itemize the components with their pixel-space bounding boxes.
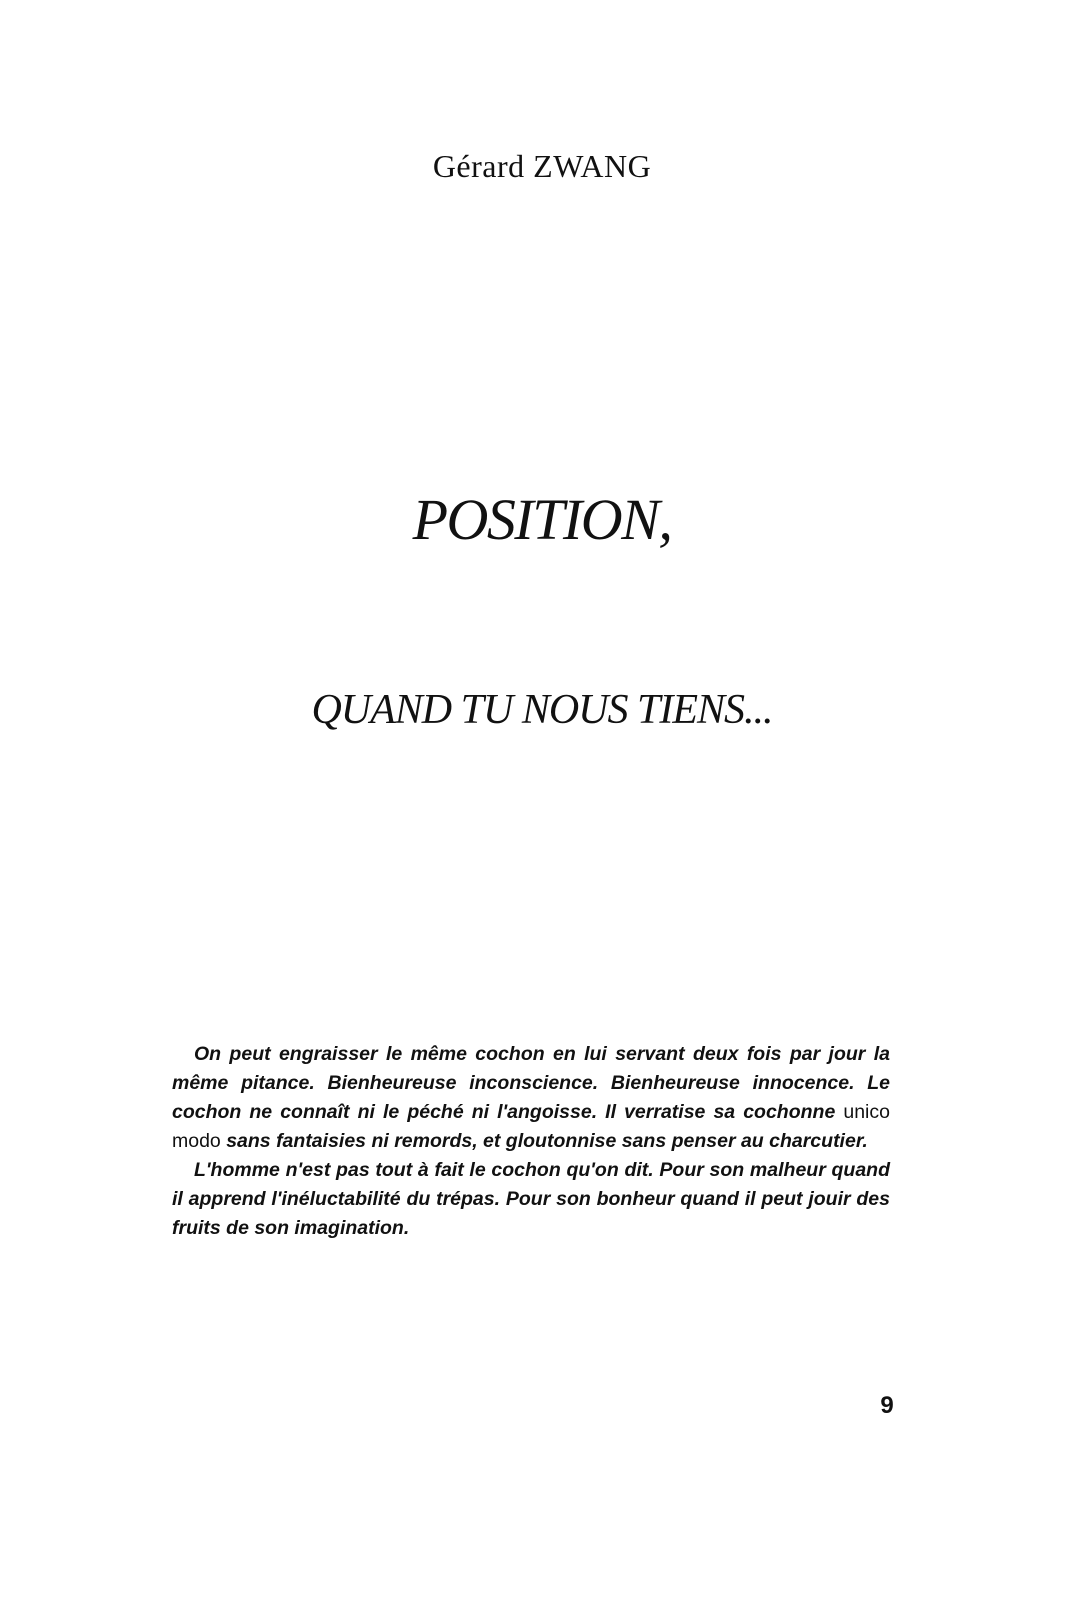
epigraph-p1-part1: On peut engraisser le même cochon en lui servant deux fois par jour la même pitance. Bienheureuse inconscience. Bienheureuse innocence. Le cochon ne connaît ni le péché ni l'angoisse. Il verratise sa cochonne — [172, 1043, 890, 1123]
epigraph-paragraph-2: L'homme n'est pas tout à fait le cochon qu'on dit. Pour son malheur quand il apprend l'inéluctabilité du trépas. Pour son bonheur quand il peut jouir des fruits de son imagination. — [172, 1159, 890, 1239]
chapter-title: POSITION, — [412, 487, 672, 552]
epigraph-p1-roman: unico modo — [172, 1101, 890, 1152]
epigraph — [172, 1040, 890, 1243]
epigraph-p1-part2: sans fantaisies ni remords, et gloutonnise sans penser au charcutier. — [226, 1130, 868, 1152]
chapter-subtitle: QUAND TU NOUS TIENS... — [311, 687, 773, 733]
page-number: 9 — [880, 1392, 894, 1419]
author-name: Gérard ZWANG — [432, 148, 652, 184]
epigraph-paragraph-1 — [172, 1040, 890, 1156]
